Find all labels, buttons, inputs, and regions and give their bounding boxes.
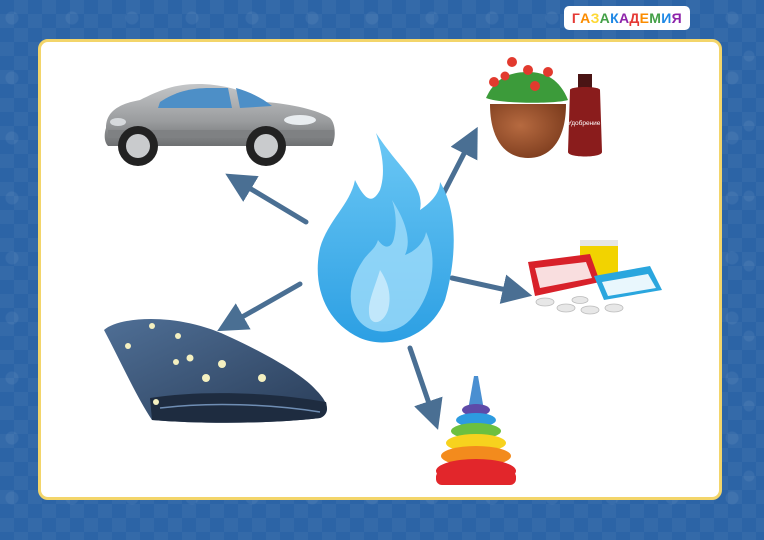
arrow-to-toy (410, 348, 434, 418)
arrow-to-fabric (228, 284, 300, 325)
logo-letter: Я (671, 10, 682, 26)
logo-letter: Г (571, 10, 581, 26)
logo-letter: З (590, 10, 600, 26)
logo-letter: И (661, 10, 672, 26)
arrow-to-car (236, 180, 306, 222)
logo-letter: А (618, 10, 630, 26)
car-icon (105, 84, 335, 166)
logo-letter: М (649, 10, 662, 26)
logo-letter: К (610, 10, 619, 26)
logo-letter: Е (639, 10, 650, 26)
logo-letter: А (599, 10, 611, 26)
toy-pyramid-icon (436, 376, 516, 485)
arrow-to-medicine (452, 278, 520, 293)
fertilizer-label: Удобрение (567, 120, 601, 127)
fabric-icon (104, 319, 327, 423)
gas-flame-icon (318, 133, 454, 342)
potted-plant-icon (486, 57, 602, 158)
logo-letter: А (580, 10, 591, 26)
logo-letter: Д (629, 10, 640, 26)
pills-icon (528, 240, 662, 314)
